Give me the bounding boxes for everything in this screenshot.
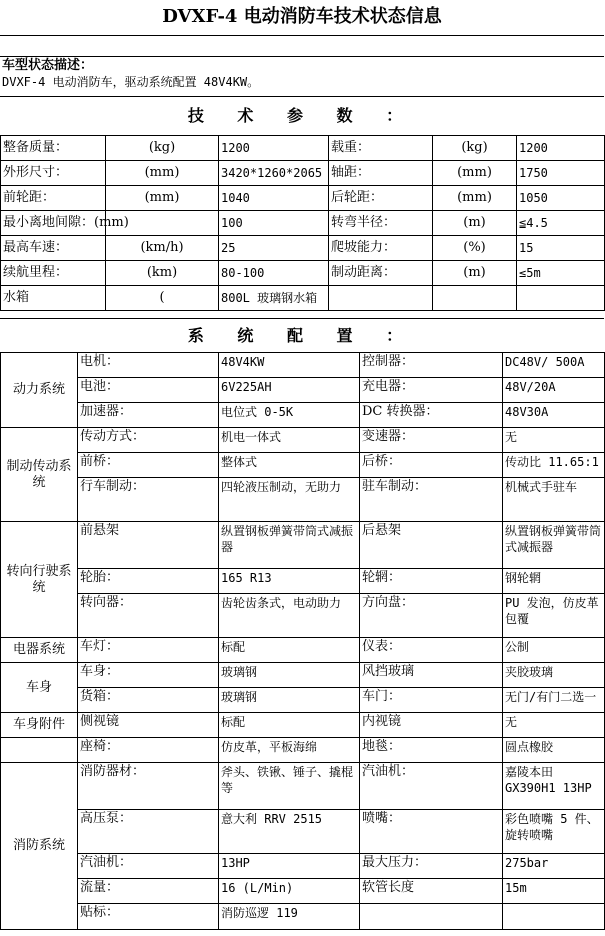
config-item-value: 公制 [503, 638, 605, 663]
config-item-label: 汽油机： [78, 854, 219, 879]
config-group-name: 消防系统 [1, 763, 78, 930]
config-item-label: 软管长度 [360, 879, 503, 904]
config-item-label: 传动方式： [78, 428, 219, 453]
param-unit: (km/h) [106, 236, 219, 261]
config-item-value: 275bar [503, 854, 605, 879]
param-value: 800L 玻璃钢水箱 [219, 286, 329, 311]
tech-row [1, 236, 605, 261]
param-value: 1750 [517, 161, 605, 186]
config-item-value: 无 [503, 428, 605, 453]
config-item-value: 齿轮齿条式，电动助力 [219, 594, 360, 638]
param-value: 15 [517, 236, 605, 261]
config-item-value: 仿皮革，平板海绵 [219, 738, 360, 763]
param-value: 3420*1260*2065 [219, 161, 329, 186]
config-item-value: 消防巡逻 119 [219, 904, 360, 930]
param-value: 1050 [517, 186, 605, 211]
config-item-value: 6V225AH [219, 378, 360, 403]
param-unit: (m) [433, 211, 517, 236]
param-label [329, 286, 433, 311]
param-label: 爬坡能力： [329, 236, 433, 261]
description-text: DVXF-4 电动消防车，驱动系统配置 48V4KW。 [2, 75, 260, 89]
config-item-value: PU 发泡，仿皮革包覆 [503, 594, 605, 638]
config-item-label: 电机： [78, 353, 219, 378]
config-item-value: 玻璃钢 [219, 688, 360, 713]
config-item-label: 车门： [360, 688, 503, 713]
config-item-label: 轮辋： [360, 569, 503, 594]
config-item-label: 转向器： [78, 594, 219, 638]
param-value: ≦4.5 [517, 211, 605, 236]
config-item-value: 48V/20A [503, 378, 605, 403]
config-row [1, 378, 605, 403]
config-row [1, 403, 605, 428]
config-item-value: 标配 [219, 713, 360, 738]
param-value: ≤5m [517, 261, 605, 286]
tech-params-table [0, 135, 605, 311]
param-label: 整备质量： [1, 136, 106, 161]
config-item-value: 玻璃钢 [219, 663, 360, 688]
config-item-label: DC 转换器： [360, 403, 503, 428]
config-item-label: 前桥： [78, 453, 219, 478]
config-row [1, 763, 605, 810]
config-row [1, 478, 605, 522]
config-item-label: 车身： [78, 663, 219, 688]
param-value: 25 [219, 236, 329, 261]
config-item-label: 侧视镜 [78, 713, 219, 738]
config-item-label: 后桥： [360, 453, 503, 478]
tech-row [1, 261, 605, 286]
config-item-value: DC48V/ 500A [503, 353, 605, 378]
config-item-value: 纵置钢板弹簧带筒式减振器 [219, 522, 360, 569]
config-item-value: 13HP [219, 854, 360, 879]
config-item-value: 斧头、铁锹、锤子、撬棍等 [219, 763, 360, 810]
param-value: 1200 [517, 136, 605, 161]
tech-row [1, 211, 605, 236]
param-label: 外形尺寸： [1, 161, 106, 186]
config-group-name [1, 738, 78, 763]
tech-row [1, 186, 605, 211]
param-value: 1200 [219, 136, 329, 161]
param-unit [433, 286, 517, 311]
tech-row [1, 161, 605, 186]
config-row [1, 353, 605, 378]
config-item-value: 16 (L/Min) [219, 879, 360, 904]
param-label: 最小离地间隙：(mm) [1, 211, 106, 236]
config-item-label: 货箱： [78, 688, 219, 713]
config-group-name: 电器系统 [1, 638, 78, 663]
config-item-value: 电位式 0-5K [219, 403, 360, 428]
config-item-value: 165 R13 [219, 569, 360, 594]
config-row [1, 738, 605, 763]
config-item-value: 圆点橡胶 [503, 738, 605, 763]
config-row [1, 453, 605, 478]
config-item-label: 座椅： [78, 738, 219, 763]
config-item-value: 钢轮辋 [503, 569, 605, 594]
config-item-label: 消防器材： [78, 763, 219, 810]
param-label: 载重： [329, 136, 433, 161]
config-group-name: 车身附件 [1, 713, 78, 738]
tech-row [1, 136, 605, 161]
config-item-value: 无 [503, 713, 605, 738]
config-group-name: 车身 [1, 663, 78, 713]
config-item-value: 机械式手驻车 [503, 478, 605, 522]
param-label: 前轮距： [1, 186, 106, 211]
config-item-label: 风挡玻璃 [360, 663, 503, 688]
config-item-label: 后悬架 [360, 522, 503, 569]
config-item-value: 传动比 11.65:1 [503, 453, 605, 478]
config-item-value: 意大利 RRV 2515 [219, 810, 360, 854]
param-label: 最高车速： [1, 236, 106, 261]
config-item-label: 最大压力： [360, 854, 503, 879]
config-row [1, 854, 605, 879]
config-item-label: 方向盘： [360, 594, 503, 638]
config-row [1, 428, 605, 453]
config-item-value: 标配 [219, 638, 360, 663]
config-item-label: 地毯： [360, 738, 503, 763]
param-value: 100 [219, 211, 329, 236]
param-unit: (mm) [433, 186, 517, 211]
param-unit: ( [106, 286, 219, 311]
param-unit: (kg) [106, 136, 219, 161]
param-label: 转弯半径： [329, 211, 433, 236]
config-item-value: 彩色喷嘴 5 件、旋转喷嘴 [503, 810, 605, 854]
param-unit: (m) [433, 261, 517, 286]
page-title: DVXF-4 电动消防车技术状态信息 [0, 0, 604, 36]
config-row [1, 522, 605, 569]
param-label: 后轮距： [329, 186, 433, 211]
config-row [1, 810, 605, 854]
config-item-value [503, 904, 605, 930]
param-unit: (%) [433, 236, 517, 261]
config-item-value: 机电一体式 [219, 428, 360, 453]
config-row [1, 688, 605, 713]
config-item-label: 驻车制动： [360, 478, 503, 522]
config-item-label [360, 904, 503, 930]
description-label: 车型状态描述： [2, 58, 94, 73]
param-unit: (mm) [106, 161, 219, 186]
config-item-label: 汽油机： [360, 763, 503, 810]
config-row [1, 663, 605, 688]
config-row [1, 594, 605, 638]
config-item-value: 整体式 [219, 453, 360, 478]
config-group-name: 转向行驶系统 [1, 522, 78, 638]
tech-row [1, 286, 605, 311]
param-unit: (mm) [106, 186, 219, 211]
config-item-value: 夹胶玻璃 [503, 663, 605, 688]
config-item-label: 车灯： [78, 638, 219, 663]
config-item-label: 贴标： [78, 904, 219, 930]
param-label: 轴距： [329, 161, 433, 186]
config-item-value: 纵置钢板弹簧带筒式减振器 [503, 522, 605, 569]
config-row [1, 713, 605, 738]
param-label: 制动距离： [329, 261, 433, 286]
param-value [517, 286, 605, 311]
config-group-name: 动力系统 [1, 353, 78, 428]
config-item-label: 仪表： [360, 638, 503, 663]
tech-params-header: 技 术 参 数 ： [0, 96, 604, 134]
config-item-label: 内视镜 [360, 713, 503, 738]
config-item-value: 48V30A [503, 403, 605, 428]
config-item-label: 轮胎： [78, 569, 219, 594]
config-item-label: 电池： [78, 378, 219, 403]
param-value: 80-100 [219, 261, 329, 286]
config-item-value: 四轮液压制动，无助力 [219, 478, 360, 522]
config-item-value: 48V4KW [219, 353, 360, 378]
config-item-label: 充电器： [360, 378, 503, 403]
system-config-header: 系 统 配 置 ： [0, 318, 604, 352]
param-unit: (kg) [433, 136, 517, 161]
param-label: 水箱 [1, 286, 106, 311]
config-item-value: 嘉陵本田 GX390H1 13HP [503, 763, 605, 810]
config-item-label: 前悬架 [78, 522, 219, 569]
config-item-label: 控制器： [360, 353, 503, 378]
config-group-name: 制动传动系统 [1, 428, 78, 522]
config-item-label: 高压泵： [78, 810, 219, 854]
config-row [1, 638, 605, 663]
config-item-label: 喷嘴： [360, 810, 503, 854]
config-row [1, 879, 605, 904]
description-block [0, 56, 604, 96]
config-row [1, 904, 605, 930]
config-item-label: 行车制动： [78, 478, 219, 522]
param-label: 续航里程： [1, 261, 106, 286]
config-item-value: 15m [503, 879, 605, 904]
config-row [1, 569, 605, 594]
param-value: 1040 [219, 186, 329, 211]
system-config-table [0, 352, 605, 930]
param-unit: (mm) [433, 161, 517, 186]
param-unit: (km) [106, 261, 219, 286]
config-item-label: 加速器： [78, 403, 219, 428]
config-item-label: 流量： [78, 879, 219, 904]
config-item-value: 无门/有门二选一 [503, 688, 605, 713]
config-item-label: 变速器： [360, 428, 503, 453]
